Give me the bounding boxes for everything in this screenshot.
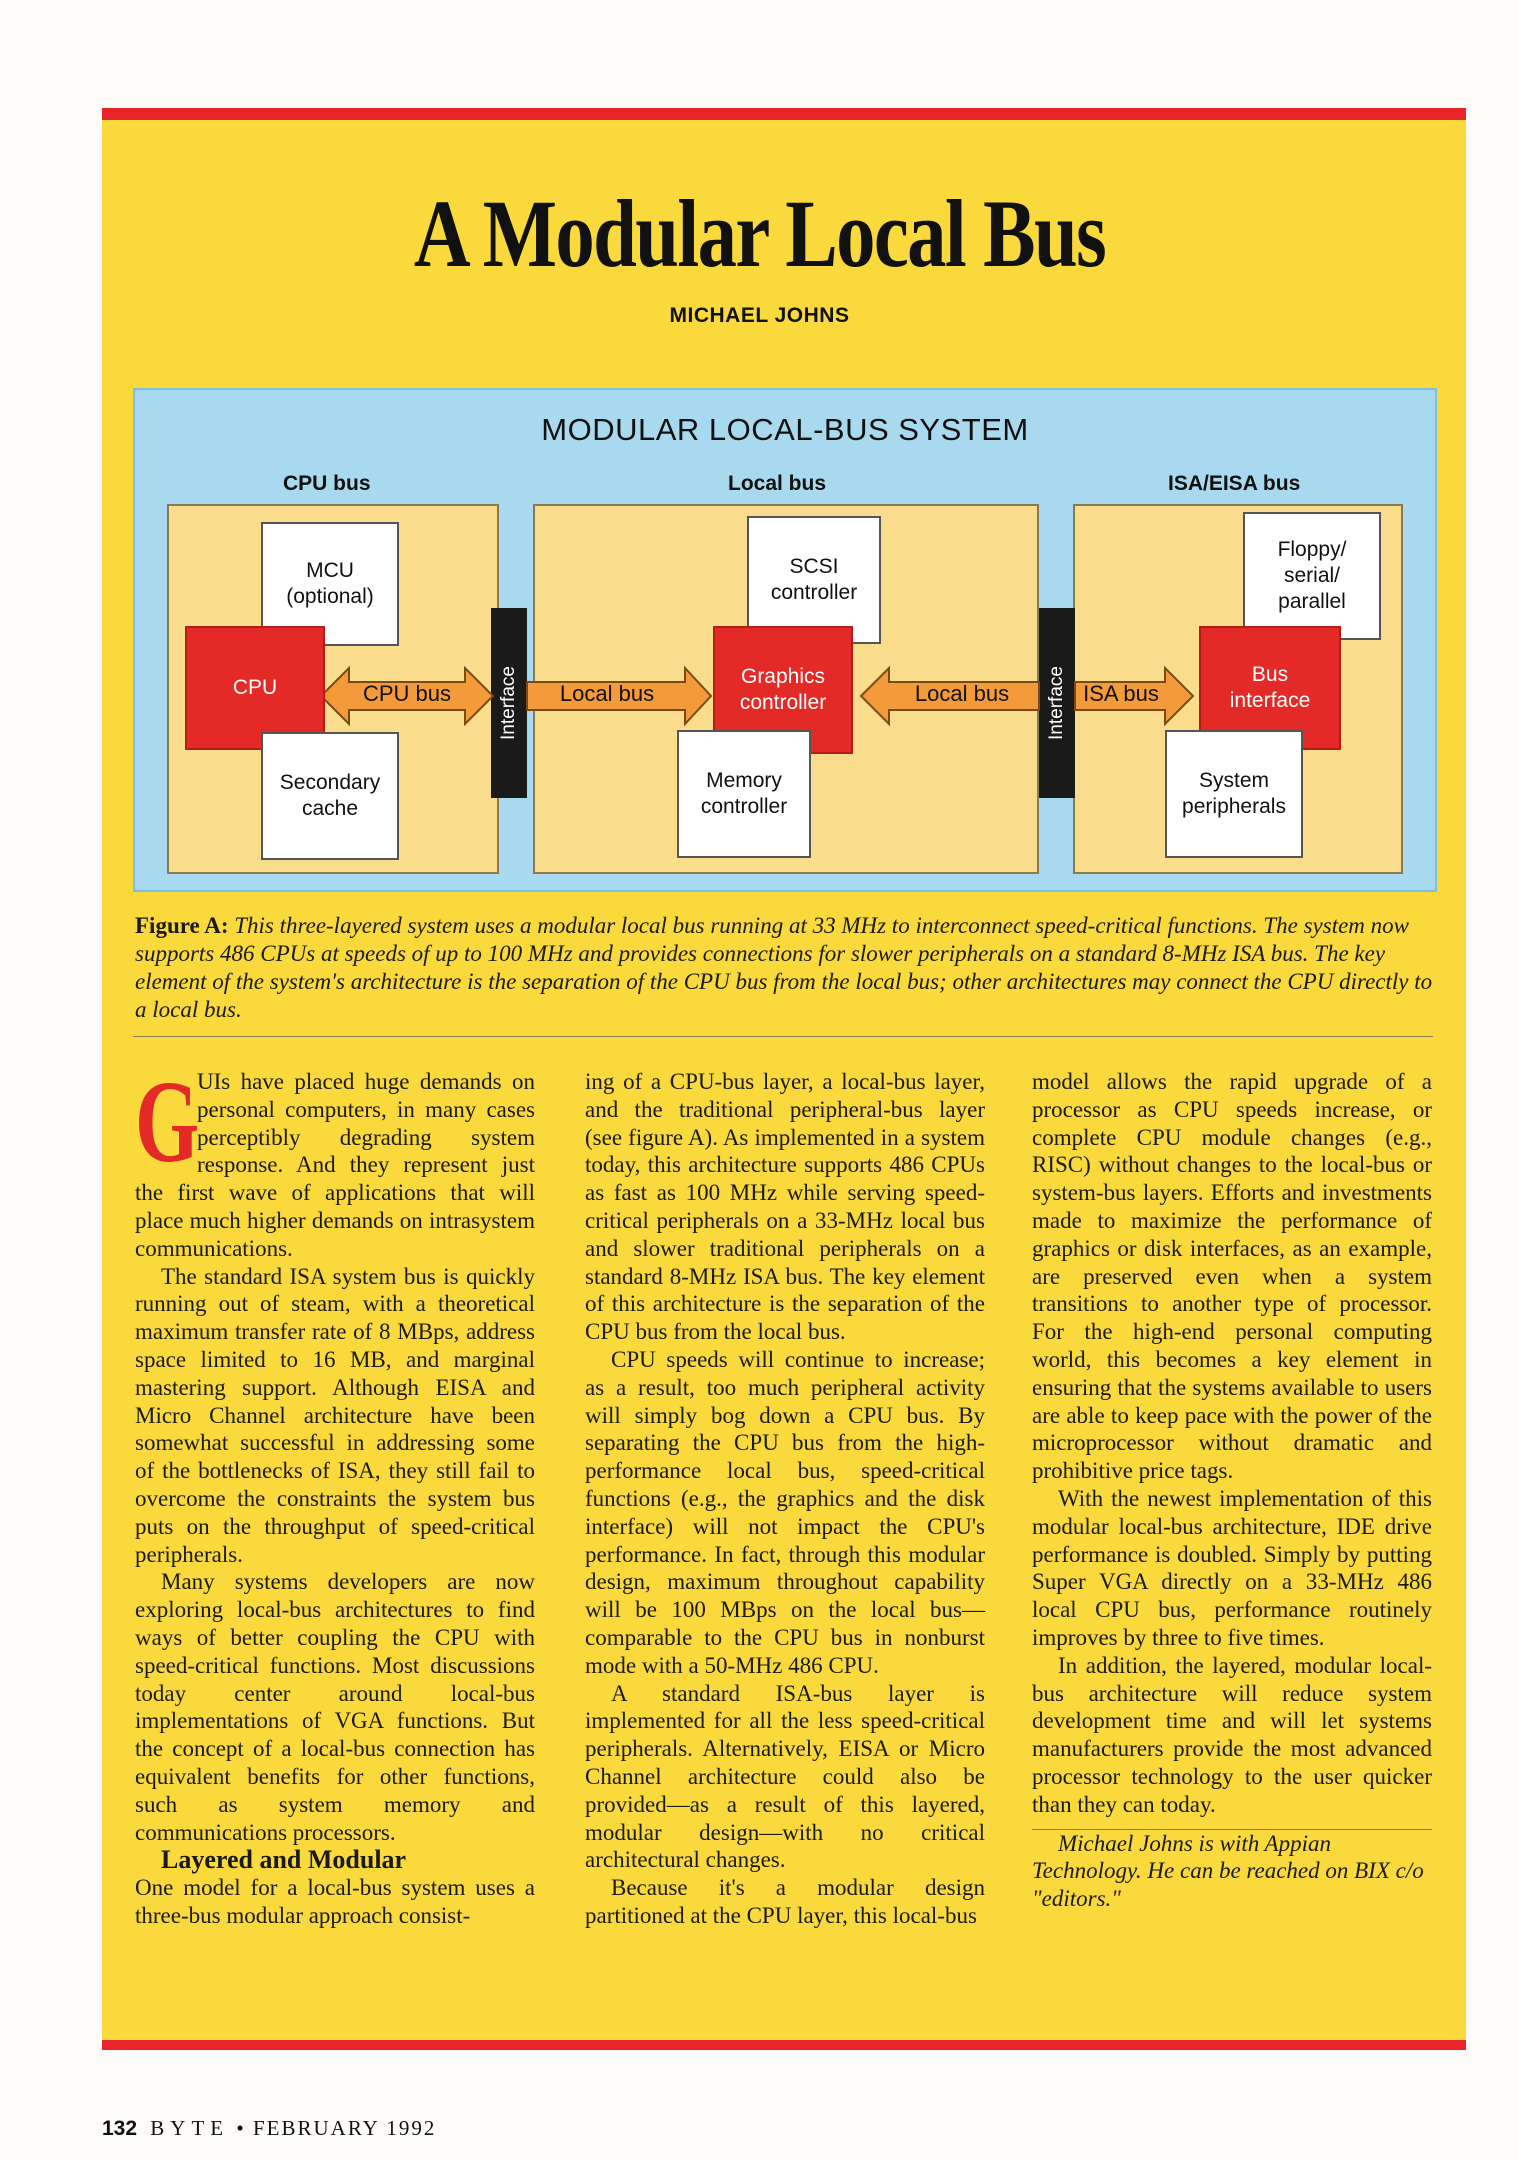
section-heading: Layered and Modular xyxy=(161,1845,407,1875)
page-footer xyxy=(102,2116,436,2141)
figure-title: MODULAR LOCAL-BUS SYSTEM xyxy=(541,412,1029,447)
col1-paragraph-3: Many systems developers are now exploring local-bus architectures to find ways of better coupling the CPU with speed-critical functions. Most discussions today center around local-bus implementations of VGA functions. But the concept of a local-bus connection has equivalent benefits for other functions, such as system memory and communications processors. xyxy=(135,1569,535,1845)
col2-paragraph-2: CPU speeds will continue to increase; as a result, too much peripheral activity will simply bog down a CPU bus. By separating the CPU bus from the high-performance local bus, speed-critical functions (e.g., the graphics and the disk interface) will not impact the CPU's performance. In fact, through this modular design, maximum throughout capability will be 100 MBps on the local bus—comparable to the CPU bus in nonburst mode with a 50-MHz 486 CPU. xyxy=(585,1346,985,1678)
isa-bus-arrow-label: ISA bus xyxy=(1083,681,1159,706)
magazine-name: BYTE xyxy=(150,2116,230,2140)
column-2 xyxy=(585,1068,985,1930)
local-bus-label: Local bus xyxy=(728,472,827,495)
col1-paragraph-2: The standard ISA system bus is quickly running out of steam, with a theoretical maximum transfer rate of 8 MBps, address space limited to 16 MB, and marginal mastering support. Although EISA and Micro Channel architecture have been somewhat successful in addressing some of the bottlenecks of ISA, they still fail to overcome the constraints the system bus puts on the throughput of speed-critical peripherals. xyxy=(135,1263,535,1567)
local-bus-arrow-label-2: Local bus xyxy=(914,681,1010,706)
interface-bar-left: Interface xyxy=(491,608,527,798)
column-3 xyxy=(1032,1068,1432,1913)
bottom-red-rule xyxy=(102,2040,1466,2050)
caption-text: This three-layered system uses a modular local bus running at 33 MHz to interconnect speed-critical functions. The system now supports 486 CPUs at speeds of up to 100 MHz and provides connections for slower peripherals on a standard 8-MHz ISA bus. The key element of the system's architecture is the separation of the CPU bus from the local bus; other architectures may connect the CPU directly to a local bus. xyxy=(135,913,1433,1022)
isa-eisa-bus-label: ISA/EISA bus xyxy=(1168,472,1301,495)
author-bio: Michael Johns is with Appian Technology. He can be reached on BIX c/o "editors." xyxy=(1032,1830,1424,1912)
cpu-bus-arrow-label: CPU bus xyxy=(362,681,452,706)
column-1 xyxy=(135,1056,535,1930)
secondary-cache-box: Secondary cache xyxy=(261,732,399,860)
col2-paragraph-3: A standard ISA-bus layer is implemented for all the less speed-critical peripherals. Alternatively, EISA or Micro Channel architecture could also be provided—as a result of this layered, modular design—with no critical architectural changes. xyxy=(585,1680,985,1873)
author-byline: MICHAEL JOHNS xyxy=(669,304,850,327)
graphics-controller-box: Graphics controller xyxy=(713,626,853,754)
issue-date: FEBRUARY 1992 xyxy=(252,2116,437,2140)
cpu-bus-label: CPU bus xyxy=(283,472,371,495)
figure-caption xyxy=(135,912,1435,1024)
cpu-box: CPU xyxy=(185,626,325,750)
col2-paragraph-4: Because it's a modular design partitioned at the CPU layer, this local-bus xyxy=(585,1875,985,1928)
figure-diagram xyxy=(133,388,1437,892)
col3-paragraph-3: In addition, the layered, modular local-bus architecture will reduce system development time and will let systems manufacturers provide the most advanced processor technology to the user quicker than they can today. xyxy=(1032,1652,1432,1817)
bus-interface-box: Bus interface xyxy=(1199,626,1341,750)
col3-paragraph-1: model allows the rapid upgrade of a processor as CPU speeds increase, or complete CPU module changes (e.g., RISC) without changes to the local-bus or system-bus layers. Efforts and investments made to maximize the performance of graphics or disk interfaces, as an example, are preserved even when a system transitions to another type of processor. For the high-end personal computing world, this becomes a key element in ensuring that the systems available to users are able to keep pace with the power of the microprocessor without dramatic and prohibitive price tags. xyxy=(1032,1069,1432,1484)
col3-paragraph-2: With the newest implementation of this modular local-bus architecture, IDE drive performance is doubled. Simply by putting Super VGA directly on a 33-MHz 486 local CPU bus, performance routinely improves by three to five times. xyxy=(1032,1485,1432,1650)
memory-controller-box: Memory controller xyxy=(677,730,811,858)
footer-separator: • xyxy=(236,2116,246,2140)
floppy-serial-parallel-box: Floppy/ serial/ parallel xyxy=(1243,512,1381,640)
col1-paragraph-4: One model for a local-bus system uses a three-bus modular approach consist- xyxy=(135,1875,535,1928)
col1-paragraph-1: UIs have placed huge demands on personal computers, in many cases perceptibly degrading system response. And they represent just the first wave of applications that will place much higher demands on intrasystem communications. xyxy=(135,1069,535,1261)
system-peripherals-box: System peripherals xyxy=(1165,730,1303,858)
article-title: A Modular Local Bus xyxy=(413,180,1106,287)
col2-paragraph-1: ing of a CPU-bus layer, a local-bus layer, and the traditional peripheral-bus layer (see figure A). As implemented in a system today, this architecture supports 486 CPUs as fast as 100 MHz while serving speed-critical peripherals on a 33-MHz local bus and slower traditional peripherals on a standard 8-MHz ISA bus. The key element of this architecture is the separation of the CPU bus from the local bus. xyxy=(585,1069,985,1345)
page-number: 132 xyxy=(102,2117,138,2140)
scsi-controller-box: SCSI controller xyxy=(747,516,881,644)
caption-rule xyxy=(133,1036,1433,1037)
mcu-box: MCU (optional) xyxy=(261,522,399,646)
interface-bar-right: Interface xyxy=(1039,608,1075,798)
top-red-rule xyxy=(102,108,1466,120)
caption-label: Figure A: xyxy=(135,913,229,938)
local-bus-arrow-label-1: Local bus xyxy=(559,681,655,706)
drop-cap: G xyxy=(135,1056,200,1187)
